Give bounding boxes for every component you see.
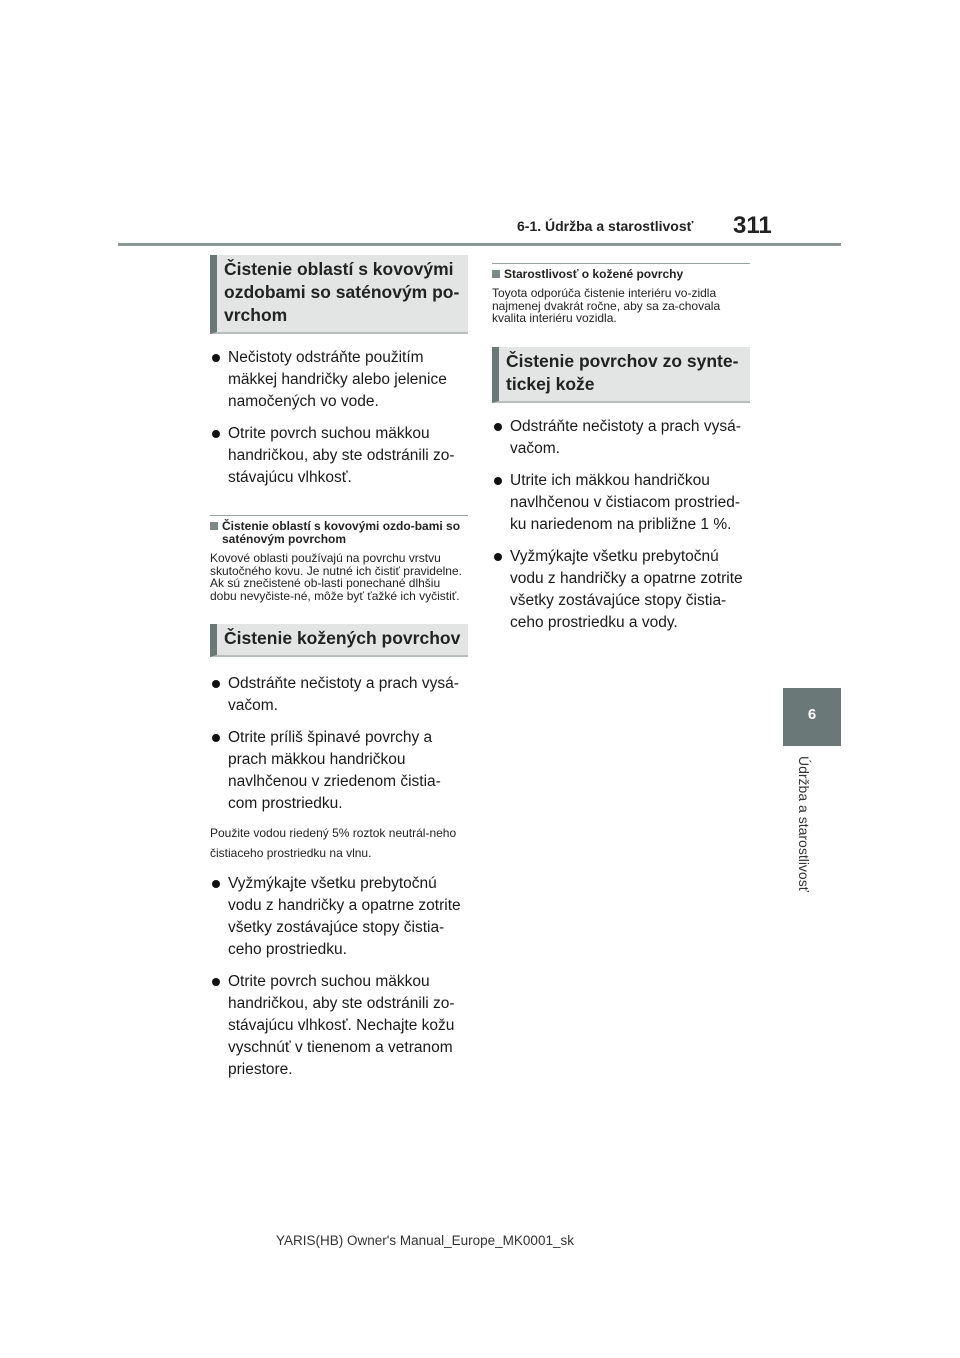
chapter-tab (783, 688, 841, 746)
bullet-item: Otrite povrch suchou mäkkou handričkou, aby ste odstránili zo-stávajúcu vlhkosť. Nechajte kožu vyschnúť v tienenom a vetranom priestore. (210, 971, 468, 1081)
square-bullet-icon (492, 270, 500, 278)
bullet-item: Otrite povrch suchou mäkkou handričkou, aby ste odstránili zo-stávajúcu vlhkosť. (210, 423, 468, 489)
header-rule (118, 243, 841, 246)
bullet-item: Otrite príliš špinavé povrchy a prach mäkkou handričkou navlhčenou v zriedenom čistia-com prostriedku. (210, 727, 468, 815)
bullet-item: Odstráňte nečistoty a prach vysá-vačom. (492, 416, 750, 460)
note-leather-care (492, 263, 750, 325)
chapter-label: Údržba a starostlivosť (796, 756, 812, 892)
square-bullet-icon (210, 522, 218, 530)
chapter-number: 6 (807, 706, 817, 723)
note-text: Použite vodou riedený 5% roztok neutrál-neho čistiaceho prostriedku na vlnu. (210, 826, 457, 860)
section-title-leather: Čistenie kožených povrchov (210, 624, 468, 657)
note-body: Kovové oblasti používajú na povrchu vrstvu skutočného kovu. Je nutné ich čistiť pravidelne. Ak sú znečistené ob-lasti ponechané dlhšiu dobu nevyčiste-né, môže byť ťažké ich vyčistiť. (210, 551, 462, 603)
bullet-item: Vyžmýkajte všetku prebytočnú vodu z handričky a opatrne zotrite všetky zostávajúce stopy čistia-ceho prostriedku. (210, 873, 468, 961)
section-title-synthetic-leather: Čistenie povrchov zo synte-tickej kože (492, 347, 750, 403)
right-column (492, 263, 750, 634)
page-number: 311 (733, 212, 772, 239)
note-satin-metal (210, 515, 468, 602)
bullet-item: Vyžmýkajte všetku prebytočnú vodu z handričky a opatrne zotrite všetky zostávajúce stopy čistia-ceho prostriedku a vody. (492, 546, 750, 634)
section-title-satin-metal: Čistenie oblastí s kovovými ozdobami so saténovým po-vrchom (210, 255, 468, 334)
bullet-item: Utrite ich mäkkou handričkou navlhčenou v čistiacom prostried-ku nariedenom na približne 1 %. (492, 470, 750, 536)
note-body: Toyota odporúča čistenie interiéru vo-zidla najmenej dvakrát ročne, aby sa za-chovala kvalita interiéru vozidla. (492, 286, 721, 325)
left-column (210, 255, 468, 1081)
section-heading: 6-1. Údržba a starostlivosť (517, 218, 694, 234)
bullet-item: Nečistoty odstráňte použitím mäkkej handričky alebo jelenice namočených vo vode. (210, 347, 468, 413)
bullet-item: Odstráňte nečistoty a prach vysá-vačom. (210, 673, 468, 717)
note-title: Starostlivosť o kožené povrchy (492, 268, 750, 281)
note-title: Čistenie oblastí s kovovými ozdo-bami so saténovým povrchom (210, 520, 468, 546)
footer-manual-id: YARIS(HB) Owner's Manual_Europe_MK0001_sk (276, 1233, 574, 1248)
